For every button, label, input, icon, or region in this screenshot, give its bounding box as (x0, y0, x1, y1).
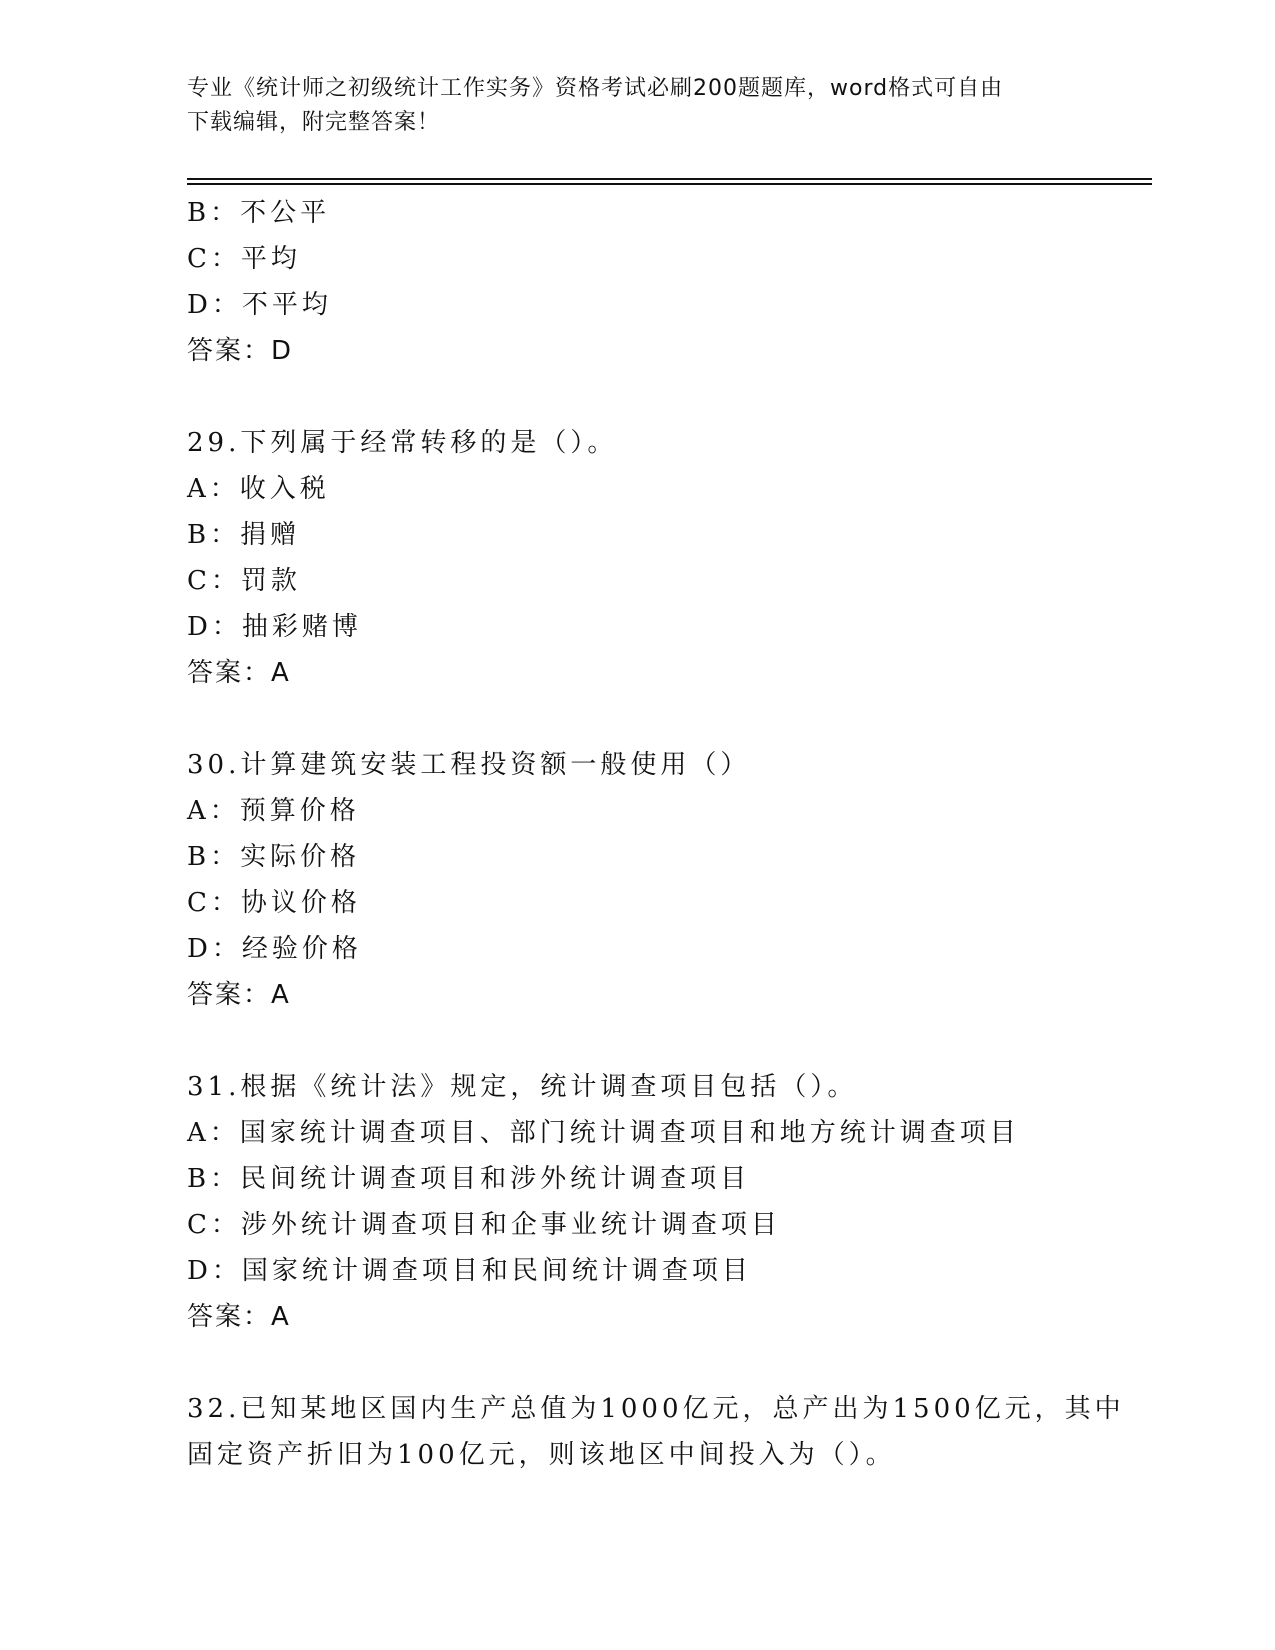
option-a: A：收入税 (187, 474, 330, 504)
option-b: B：捐赠 (187, 520, 301, 550)
answer-line: 答案：A (187, 658, 291, 688)
option-c: C：罚款 (187, 566, 301, 596)
question-text: 30.计算建筑安装工程投资额一般使用（） (187, 750, 751, 780)
header-line-2: 下载编辑，附完整答案！ (187, 110, 441, 135)
option-d: D：抽彩赌博 (187, 612, 362, 642)
option-c: C：涉外统计调查项目和企事业统计调查项目 (187, 1210, 781, 1240)
option-d: D：不平均 (187, 290, 332, 320)
option-d: D：国家统计调查项目和民间统计调查项目 (187, 1256, 752, 1286)
question-text: 31.根据《统计法》规定，统计调查项目包括（）。 (187, 1072, 858, 1102)
option-a: A：国家统计调查项目、部门统计调查项目和地方统计调查项目 (187, 1118, 1020, 1148)
question-block-28 (187, 190, 1147, 374)
answer-line: 答案：A (187, 1302, 291, 1332)
question-block-29 (187, 420, 1147, 696)
answer-line: 答案：A (187, 980, 291, 1010)
question-list (187, 190, 1147, 1478)
header-rule-top (187, 178, 1152, 180)
question-text-line-2: 固定资产折旧为100亿元，则该地区中间投入为（）。 (187, 1440, 896, 1470)
question-block-32 (187, 1386, 1147, 1478)
option-a: A：预算价格 (187, 796, 360, 826)
question-text-line-1: 32.已知某地区国内生产总值为1000亿元，总产出为1500亿元，其中 (187, 1394, 1125, 1424)
option-b: B：不公平 (187, 198, 331, 228)
option-b: B：实际价格 (187, 842, 361, 872)
option-d: D：经验价格 (187, 934, 362, 964)
header-line-1: 专业《统计师之初级统计工作实务》资格考试必刷200题题库，word格式可自由 (187, 76, 1004, 101)
question-block-30 (187, 742, 1147, 1018)
question-text: 29.下列属于经常转移的是（）。 (187, 428, 618, 458)
header-rule-bottom (187, 183, 1152, 185)
option-c: C：平均 (187, 244, 301, 274)
question-block-31 (187, 1064, 1147, 1340)
document-header (187, 72, 1067, 140)
answer-line: 答案：D (187, 336, 294, 366)
option-c: C：协议价格 (187, 888, 361, 918)
option-b: B：民间统计调查项目和涉外统计调查项目 (187, 1164, 751, 1194)
